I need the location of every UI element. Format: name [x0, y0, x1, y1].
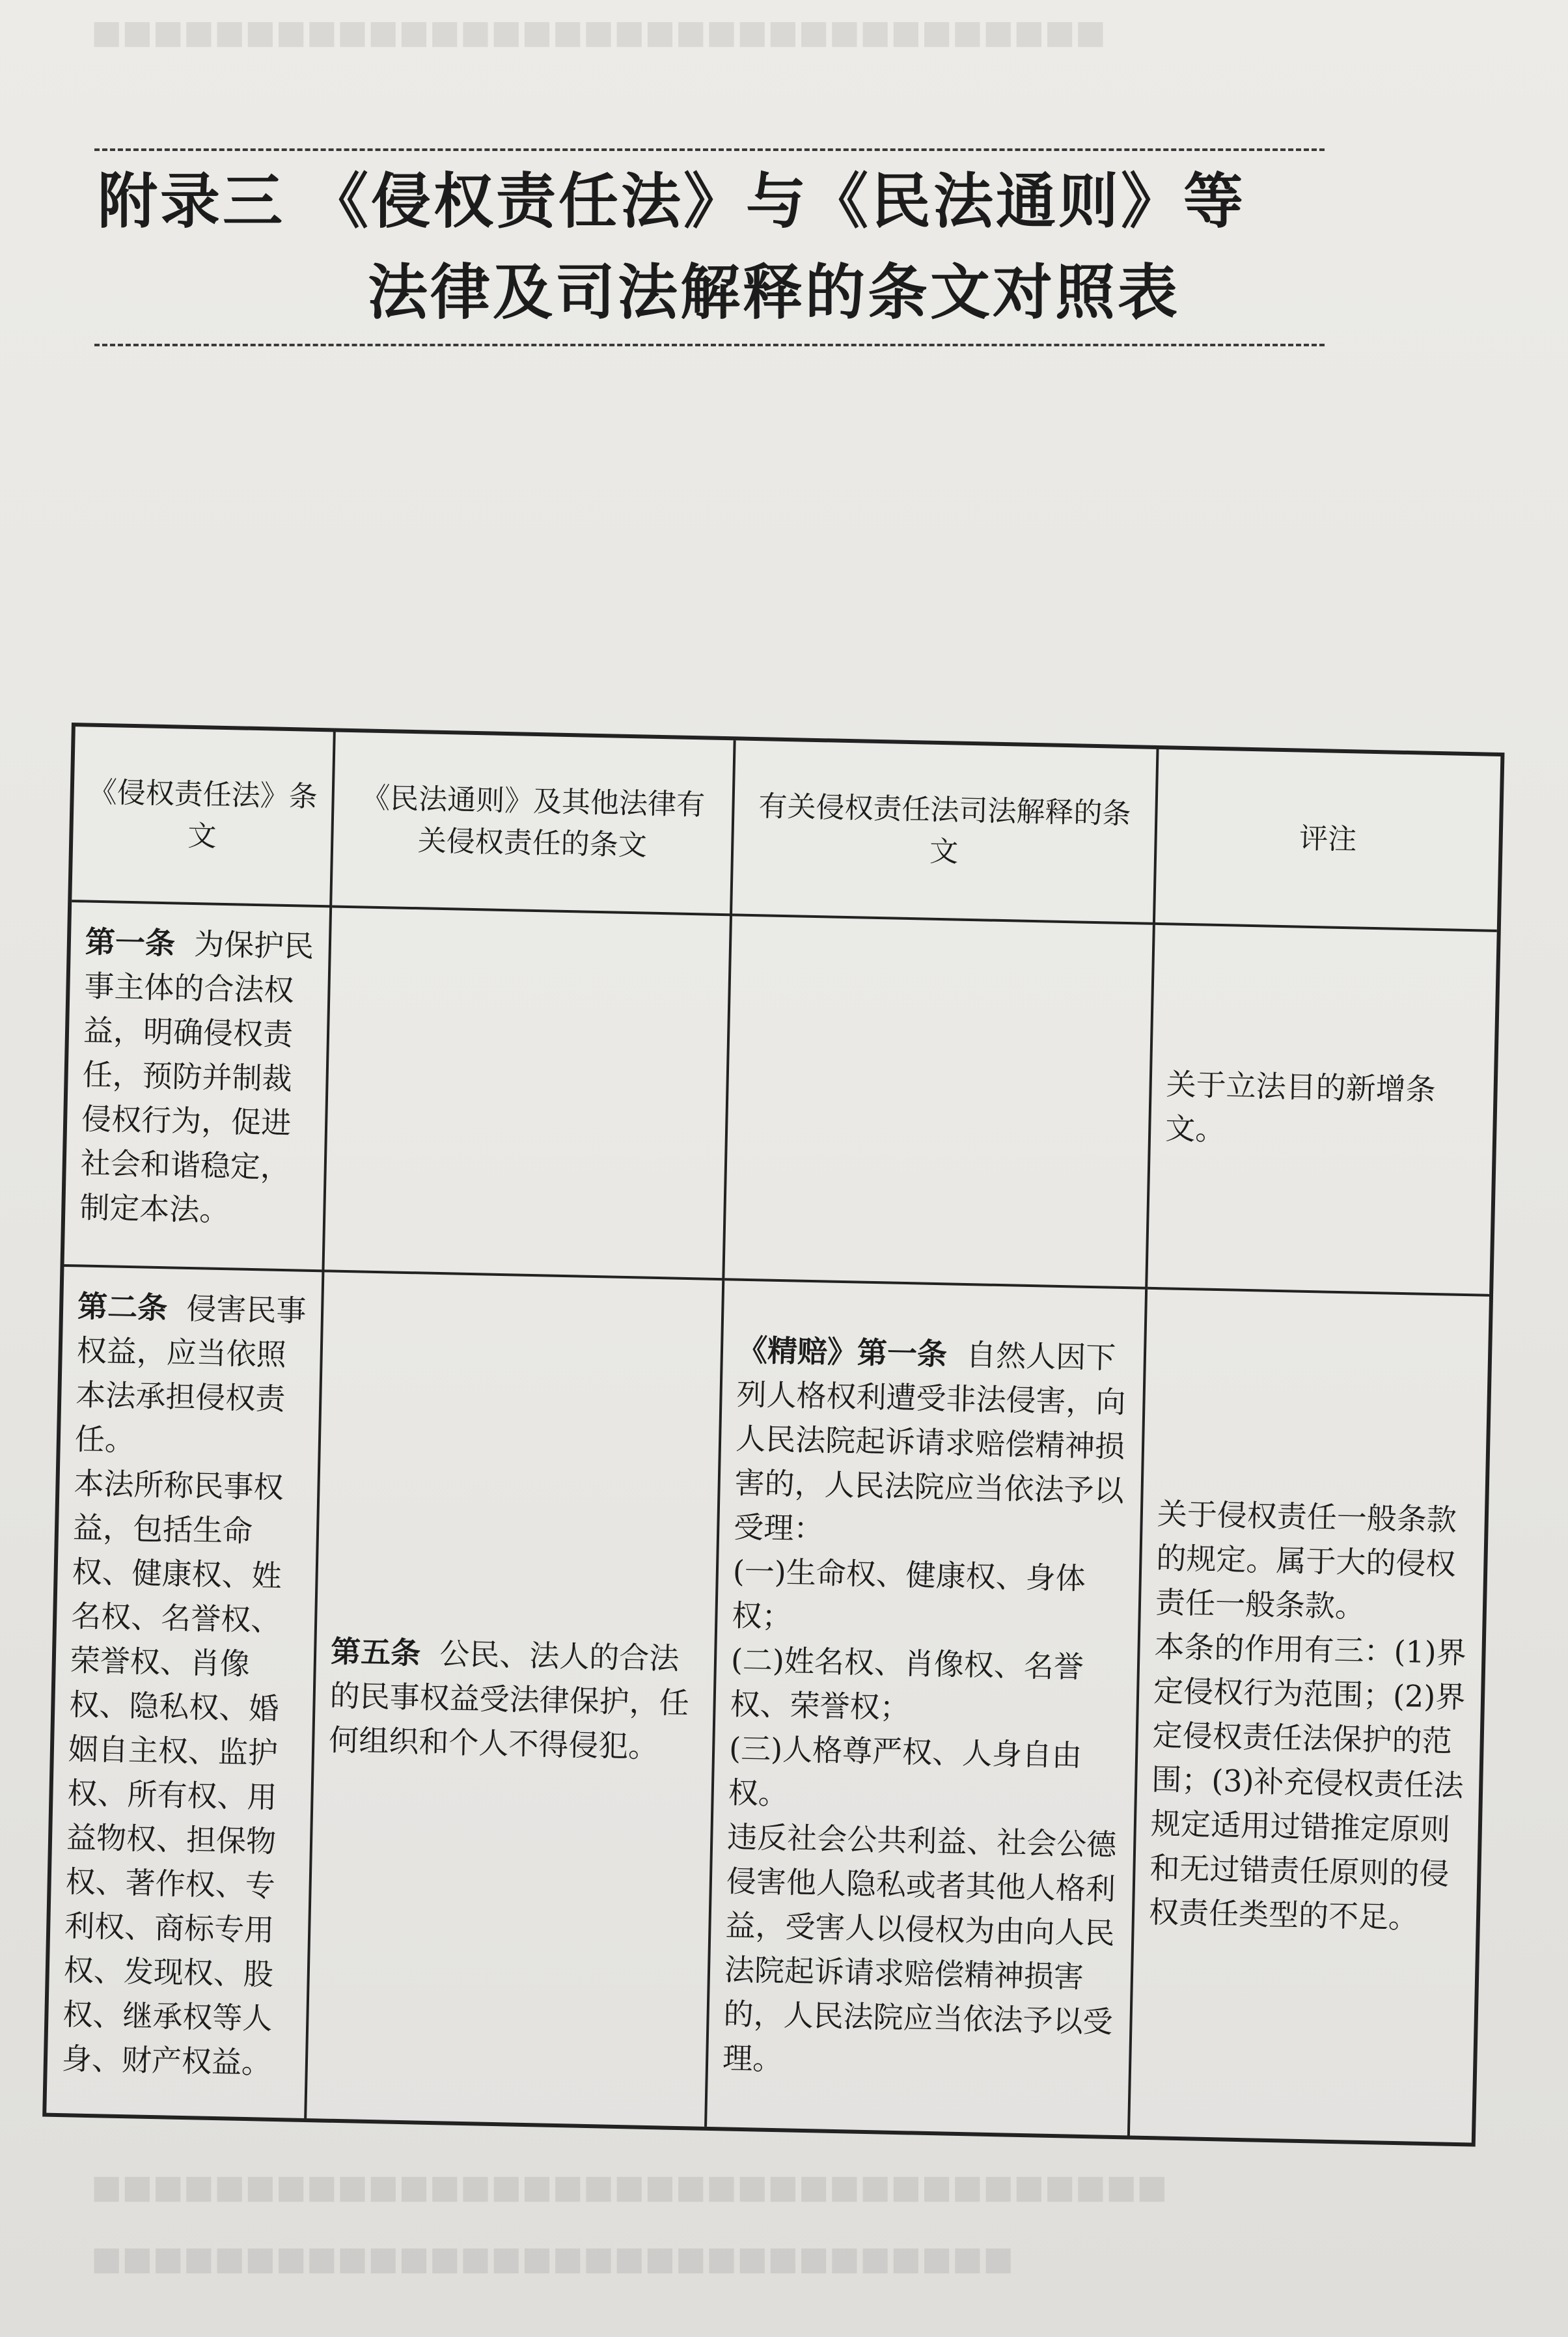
appendix-title	[98, 156, 1321, 339]
row1-interpretation	[724, 916, 1155, 1289]
header-tort-law: 《侵权责任法》条文	[72, 726, 336, 907]
header-interpretation: 有关侵权责任法司法解释的条文	[732, 740, 1159, 925]
list-item: (二)姓名权、肖像权、名誉权、荣誉权；	[730, 1642, 1084, 1726]
list-item: (一)生命权、健康权、身体权；	[731, 1553, 1086, 1635]
header-general-principles: 《民法通则》及其他法律有关侵权责任的条文	[332, 732, 736, 917]
article-number: 第五条	[330, 1633, 421, 1671]
row2-general-principles	[307, 1272, 724, 2127]
row2-tort-law	[46, 1267, 324, 2118]
row1-general-principles	[324, 907, 732, 1280]
title-top-rule	[94, 148, 1325, 151]
comment-text-2: 本条的作用有三：(1)界定侵权行为范围；(2)界定侵权责任法保护的范围；(3)补充侵权责任法规定适用过错推定原则和无过错责任原则的侵权责任类型的不足。	[1148, 1629, 1467, 1935]
title-line-2: 法律及司法解释的条文对照表	[368, 258, 1181, 327]
article-paragraph-2: 本法所称民事权益，包括生命权、健康权、姓名权、名誉权、荣誉权、肖像权、隐私权、婚姻自主权、监护权、所有权、用益物权、担保物权、著作权、专利权、商标专用权、发现权、股权、继承权等人身、财产权益。	[61, 1465, 284, 2081]
header-comment: 评注	[1155, 749, 1501, 932]
comparison-table	[42, 723, 1504, 2147]
comment-text: 关于立法目的新增条文。	[1164, 1066, 1437, 1148]
row1-comment	[1148, 925, 1497, 1297]
article-text: 侵害民事权益，应当依照本法承担侵权责任。	[74, 1290, 307, 1458]
title-line-1: 附录三 《侵权责任法》与《民法通则》等	[98, 167, 1246, 236]
article-number: 《精赔》第一条	[737, 1332, 948, 1372]
row2-comment	[1130, 1290, 1489, 2143]
article-number: 第一条	[85, 924, 176, 961]
article-number: 第二条	[77, 1288, 168, 1326]
article-paragraph-2: 违反社会公共利益、社会公德侵害他人隐私或者其他人格利益，受害人以侵权为由向人民法院起诉请求赔偿精神损害的，人民法院应当依法予以受理。	[722, 1819, 1117, 2077]
show-through-text: ■■■■■■■■■■■■■■■■■■■■■■■■■■■■■■	[91, 2239, 1014, 2277]
list-item: (三)人格尊严权、人身自由权。	[728, 1730, 1082, 1812]
article-text: 公民、法人的合法的民事权益受法律保护，任何组织和个人不得侵犯。	[328, 1636, 690, 1765]
show-through-text: ■■■■■■■■■■■■■■■■■■■■■■■■■■■■■■■■■	[91, 13, 1106, 51]
article-text: 为保护民事主体的合法权益，明确侵权责任，预防并制裁侵权行为，促进社会和谐稳定，制定本法。	[79, 926, 314, 1228]
title-bottom-rule	[94, 344, 1325, 346]
show-through-text: ■■■■■■■■■■■■■■■■■■■■■■■■■■■■■■■■■■■	[91, 2168, 1168, 2206]
article-text: 自然人因下列人格权利遭受非法侵害，向人民法院起诉请求赔偿精神损害的，人民法院应当依法予以受理：	[733, 1336, 1127, 1547]
row1-tort-law	[64, 902, 332, 1272]
row2-interpretation	[707, 1280, 1148, 2135]
comment-text: 关于侵权责任一般条款的规定。属于大的侵权责任一般条款。	[1155, 1496, 1457, 1624]
